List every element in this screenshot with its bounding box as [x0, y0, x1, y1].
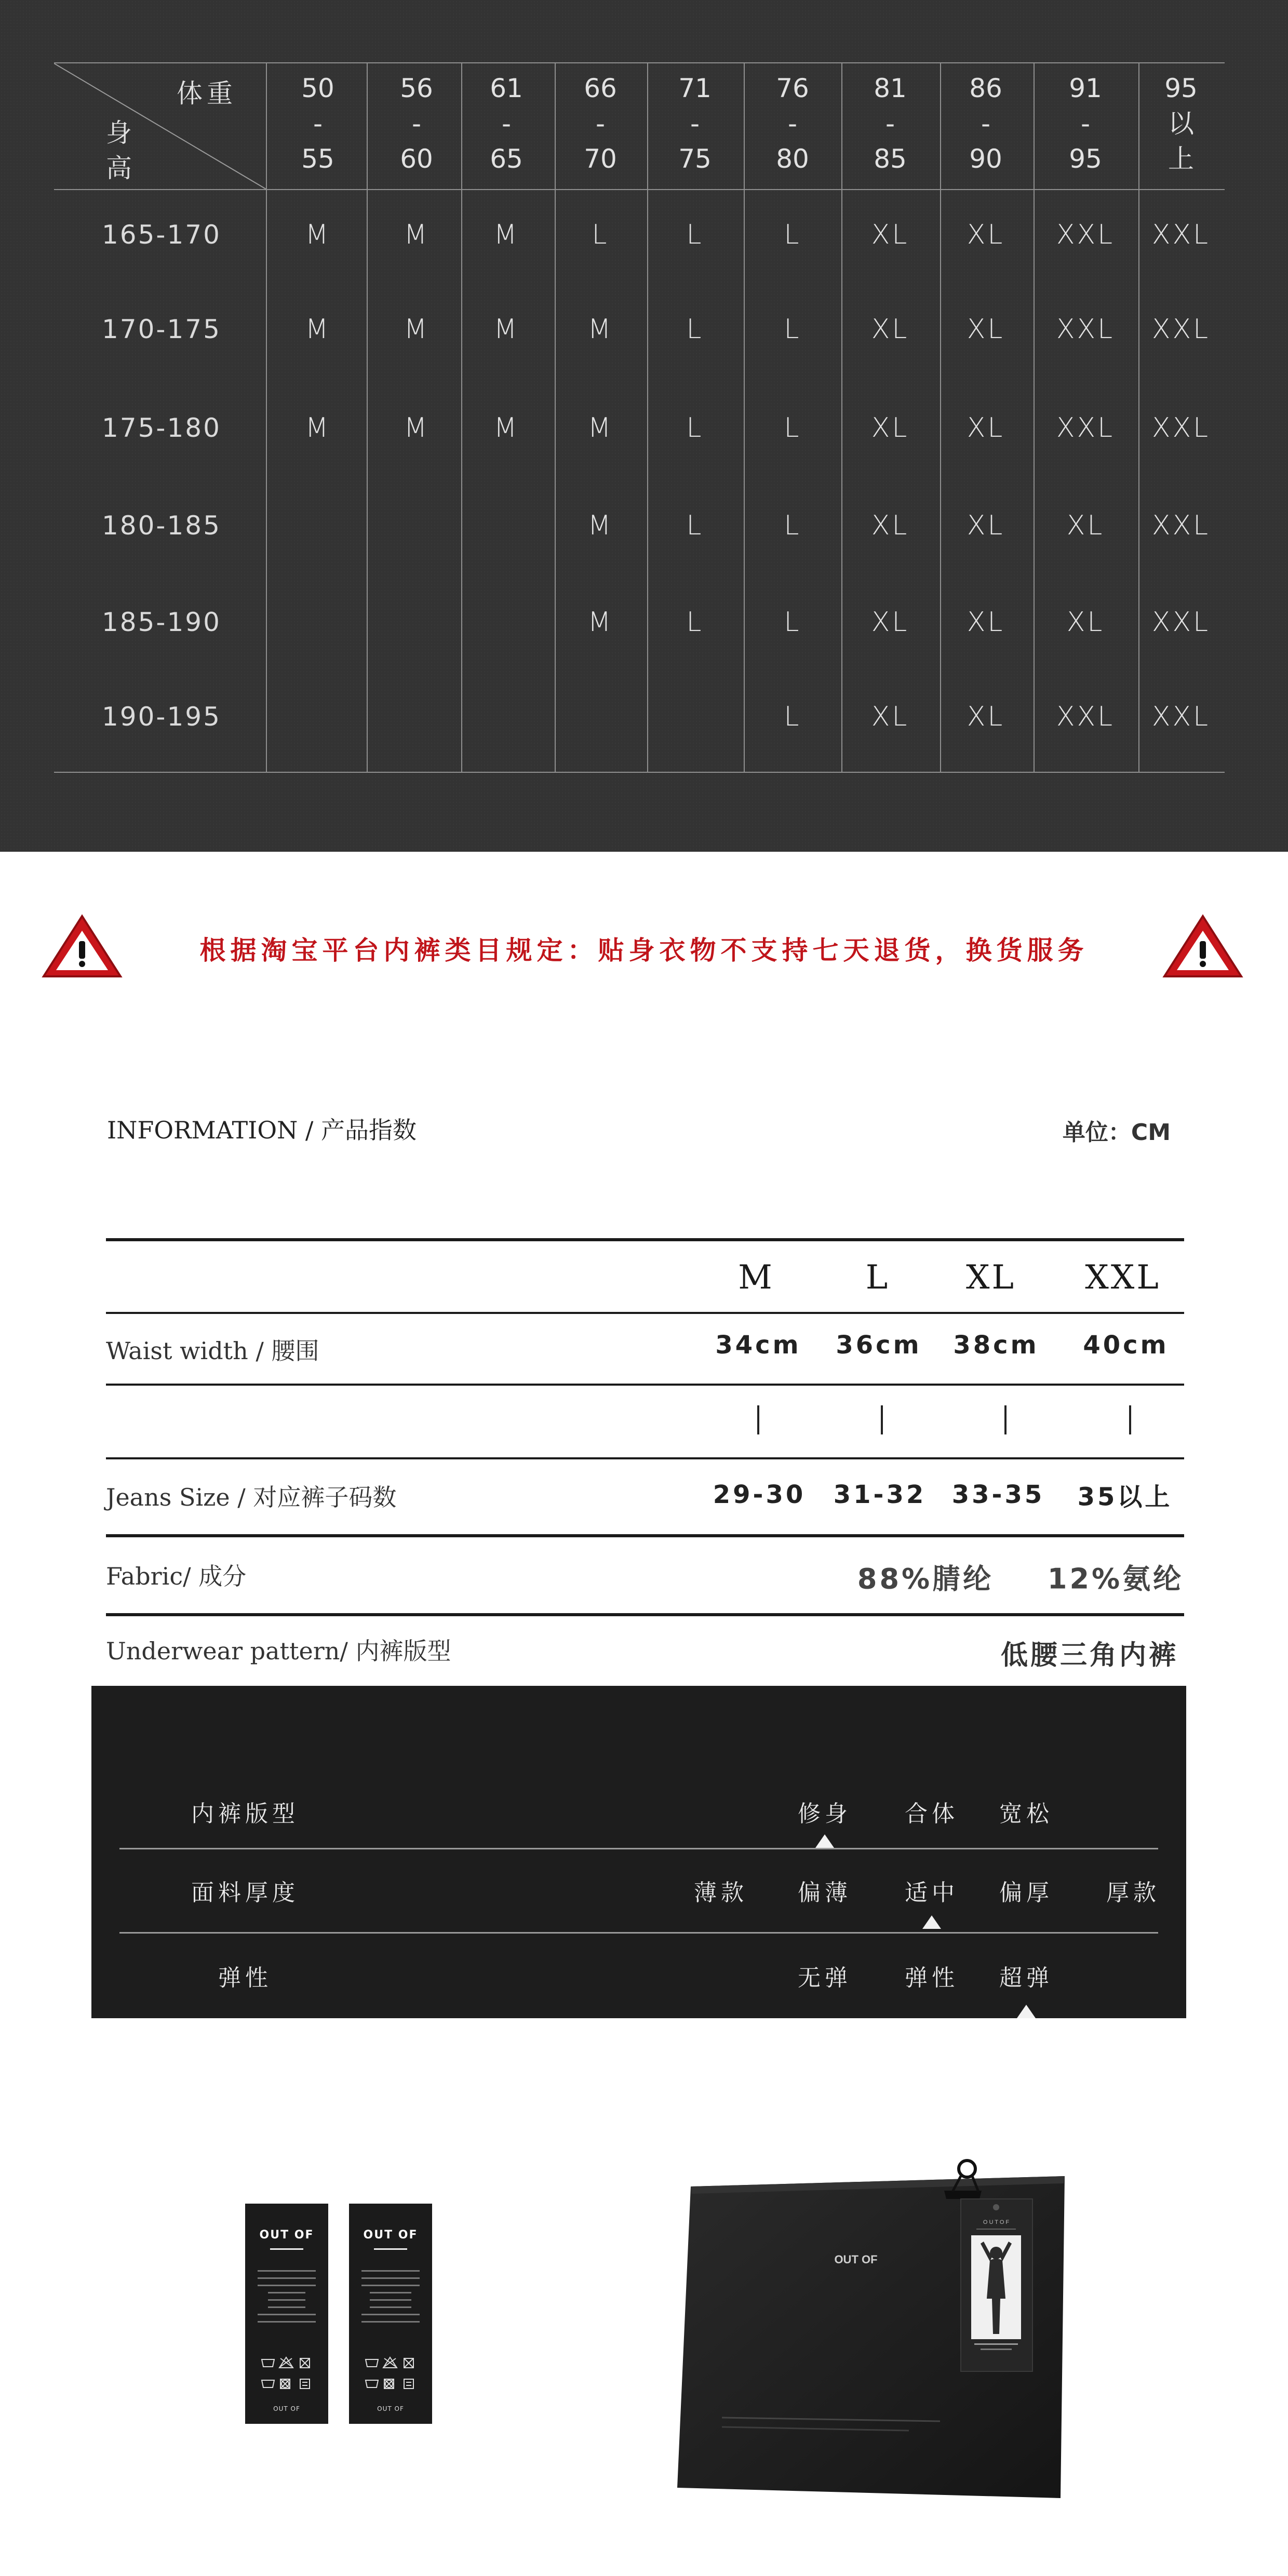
col-divider [461, 63, 462, 773]
size-cell: XXL [1056, 314, 1115, 345]
size-chart [0, 0, 1288, 852]
weight-header-part: - [313, 109, 323, 139]
corner-height-label: 身 高 [106, 118, 132, 183]
care-symbols-icon [363, 2354, 419, 2396]
weight-header-part: 以 [1168, 109, 1194, 139]
weight-header-part: - [787, 109, 798, 139]
waist-value: 34cm [715, 1331, 801, 1360]
feature-panel [91, 1686, 1186, 2018]
fabric-value: 12%氨纶 [1047, 1562, 1184, 1595]
size-cell: L [592, 219, 609, 250]
size-cell: L [784, 412, 801, 444]
tag-text-line [361, 2285, 420, 2286]
tag-text-line [370, 2292, 411, 2293]
size-cell: M [305, 314, 331, 345]
weight-header-part: 65 [490, 144, 523, 174]
feature-option: 薄款 [694, 1880, 748, 1906]
feature-option: 偏厚 [999, 1880, 1053, 1906]
size-cell: L [686, 607, 704, 638]
size-cell: M [587, 510, 613, 541]
weight-header-part: 81 [874, 73, 907, 103]
tag-text-line [268, 2306, 305, 2308]
col-divider [744, 63, 745, 773]
feature-option: 偏薄 [798, 1880, 852, 1906]
weight-header-part: 56 [400, 73, 433, 103]
size-cell: M [404, 219, 430, 250]
size-cell: M [587, 412, 613, 444]
size-cell: XXL [1056, 701, 1115, 732]
size-cell: XL [1066, 607, 1105, 638]
size-cell: XXL [1151, 701, 1211, 732]
tag-text-line [268, 2299, 305, 2301]
tag-text-line [361, 2314, 420, 2315]
weight-header-part: 90 [969, 144, 1002, 174]
height-range-label: 190-195 [102, 702, 221, 732]
size-cell: M [493, 314, 519, 345]
tag-text-line [370, 2299, 411, 2301]
size-cell: XL [967, 701, 1005, 732]
weight-header-part: - [981, 109, 991, 139]
weight-header-part: 76 [776, 73, 809, 103]
product-package [670, 2155, 1070, 2498]
tag-text-line [370, 2306, 411, 2308]
size-cell: XL [871, 314, 909, 345]
weight-header-part: 61 [490, 73, 523, 103]
feature-option: 适中 [905, 1880, 959, 1906]
height-range-label: 180-185 [102, 511, 221, 541]
weight-header-part: 50 [301, 73, 334, 103]
size-cell: M [305, 412, 331, 444]
size-header: L [865, 1258, 890, 1297]
hang-tag-back [349, 2204, 432, 2424]
tag-text-line [361, 2270, 420, 2272]
size-cell: XL [967, 219, 1005, 250]
feature-option: 修身 [798, 1801, 852, 1827]
tag-divider [374, 2248, 407, 2250]
weight-column-header [400, 71, 433, 177]
feature-option: 厚款 [1106, 1880, 1160, 1906]
warning-icon [1161, 912, 1244, 980]
feature-option: 超弹 [999, 1965, 1053, 1991]
size-cell: XL [967, 510, 1005, 541]
jeans-value: 33-35 [951, 1480, 1045, 1509]
size-cell: XXL [1151, 607, 1211, 638]
size-header: XXL [1085, 1258, 1161, 1297]
tag-logo: OUT OF [259, 2229, 314, 2242]
col-divider [555, 63, 556, 773]
height-range-label: 185-190 [102, 607, 221, 637]
selected-marker [815, 1834, 834, 1848]
tag-text-line [258, 2321, 316, 2323]
unit-label: 单位：CM [1062, 1119, 1171, 1146]
weight-header-part: 95 [1069, 144, 1102, 174]
size-cell: XL [871, 219, 909, 250]
weight-header-part: 85 [874, 144, 907, 174]
tag-text-line [268, 2292, 305, 2293]
feature-label: 弹性 [218, 1965, 272, 1991]
size-cell: L [784, 701, 801, 732]
feature-option: 弹性 [905, 1965, 959, 1991]
weight-header-part: 75 [678, 144, 712, 174]
size-cell: XL [871, 510, 909, 541]
card-brand: O U T O F [983, 2219, 1010, 2225]
size-cell: M [404, 314, 430, 345]
rule [106, 1534, 1184, 1537]
weight-column-header [776, 71, 809, 177]
weight-header-part: - [595, 109, 606, 139]
size-cell: XL [871, 607, 909, 638]
feature-label: 内裤版型 [191, 1801, 299, 1827]
size-cell: XL [871, 701, 909, 732]
size-cell: M [404, 412, 430, 444]
size-cell: XL [1066, 510, 1105, 541]
size-cell: L [686, 412, 704, 444]
pattern-label: Underwear pattern/ 内裤版型 [106, 1637, 451, 1665]
feature-label: 面料厚度 [191, 1880, 299, 1906]
weight-column-header [1164, 71, 1198, 177]
size-cell: XXL [1151, 219, 1211, 250]
pattern-value: 低腰三角内裤 [1000, 1640, 1179, 1671]
size-cell: XXL [1056, 412, 1115, 444]
warning-text: 根据淘宝平台内裤类目规定：贴身衣物不支持七天退货，换货服务 [199, 935, 1089, 965]
selected-marker [1017, 2005, 1036, 2018]
waist-value: 40cm [1083, 1331, 1169, 1360]
rule [106, 1312, 1184, 1314]
rule [106, 1238, 1184, 1241]
hang-tag-front [245, 2204, 328, 2424]
weight-header-part: 80 [776, 144, 809, 174]
waist-value: 36cm [836, 1331, 922, 1360]
weight-header-part: - [1080, 109, 1091, 139]
tag-footer: OUT OF [273, 2405, 300, 2412]
jeans-value: 35以上 [1077, 1482, 1173, 1512]
size-cell: XL [967, 607, 1005, 638]
weight-header-part: 上 [1168, 144, 1194, 174]
weight-column-header [1069, 71, 1102, 177]
weight-header-part: 70 [584, 144, 617, 174]
weight-header-part: 71 [678, 73, 712, 103]
col-divider [647, 63, 648, 773]
weight-column-header [301, 71, 334, 177]
feature-divider [119, 1932, 1158, 1934]
size-cell: L [784, 607, 801, 638]
separator-bar [757, 1405, 759, 1434]
fabric-label: Fabric/ 成分 [106, 1562, 247, 1590]
size-cell: L [784, 219, 801, 250]
size-cell: M [587, 607, 613, 638]
weight-header-part: 86 [969, 73, 1002, 103]
size-cell: XXL [1056, 219, 1115, 250]
rule [106, 1613, 1184, 1616]
size-cell: M [493, 219, 519, 250]
tag-divider [270, 2248, 303, 2250]
col-divider [1138, 63, 1139, 773]
rule [106, 1457, 1184, 1459]
tag-text-line [258, 2277, 316, 2279]
feature-option: 无弹 [798, 1965, 852, 1991]
height-range-label: 170-175 [102, 314, 221, 344]
weight-column-header [584, 71, 617, 177]
feature-option: 合体 [905, 1801, 959, 1827]
weight-header-part: - [690, 109, 700, 139]
size-cell: XXL [1151, 412, 1211, 444]
info-title: INFORMATION / 产品指数 [107, 1116, 417, 1144]
size-cell: M [493, 412, 519, 444]
tag-footer: OUT OF [377, 2405, 404, 2412]
weight-header-part: 95 [1164, 73, 1198, 103]
weight-column-header [969, 71, 1002, 177]
fabric-value: 88%腈纶 [857, 1562, 994, 1595]
waist-value: 38cm [953, 1331, 1039, 1360]
weight-header-part: 60 [400, 144, 433, 174]
waist-label: Waist width / 腰围 [106, 1337, 319, 1365]
weight-header-part: - [501, 109, 512, 139]
jeans-value: 31-32 [833, 1480, 927, 1509]
size-cell: M [587, 314, 613, 345]
weight-header-part: 66 [584, 73, 617, 103]
corner-weight-label: 体重 [177, 78, 237, 109]
weight-column-header [490, 71, 523, 177]
size-cell: XXL [1151, 314, 1211, 345]
tag-text-line [361, 2277, 420, 2279]
weight-header-part: 91 [1069, 73, 1102, 103]
height-range-label: 175-180 [102, 413, 221, 443]
tag-text-line [258, 2285, 316, 2286]
weight-header-part: - [885, 109, 895, 139]
col-divider [841, 63, 842, 773]
selected-marker [922, 1915, 941, 1929]
separator-bar [1129, 1405, 1131, 1434]
size-cell: XL [967, 314, 1005, 345]
col-divider [1034, 63, 1035, 773]
height-range-label: 165-170 [102, 220, 221, 250]
size-cell: L [686, 219, 704, 250]
separator-bar [881, 1405, 883, 1434]
weight-header-part: - [411, 109, 422, 139]
size-cell: XL [967, 412, 1005, 444]
package-logo: OUT OF [834, 2253, 878, 2266]
size-cell: XL [871, 412, 909, 444]
tag-text-line [258, 2270, 316, 2272]
warning-icon [41, 912, 124, 980]
feature-option: 宽松 [999, 1801, 1053, 1827]
weight-column-header [874, 71, 907, 177]
size-header: M [738, 1258, 774, 1297]
size-cell: L [784, 510, 801, 541]
jeans-label: Jeans Size / 对应裤子码数 [106, 1483, 397, 1511]
weight-header-part: 55 [301, 144, 334, 174]
rule [106, 1384, 1184, 1386]
table-bottom-border [54, 772, 1225, 773]
feature-divider [119, 1848, 1158, 1849]
size-cell: XXL [1151, 510, 1211, 541]
size-header: XL [965, 1258, 1016, 1297]
size-cell: L [784, 314, 801, 345]
tag-text-line [258, 2314, 316, 2315]
tag-text-line [361, 2321, 420, 2323]
col-divider [367, 63, 368, 773]
tag-logo: OUT OF [363, 2229, 418, 2242]
size-cell: L [686, 314, 704, 345]
col-divider [940, 63, 941, 773]
care-symbols-icon [259, 2354, 315, 2396]
size-cell: M [305, 219, 331, 250]
size-cell: L [686, 510, 704, 541]
jeans-value: 29-30 [713, 1480, 806, 1509]
separator-bar [1004, 1405, 1007, 1434]
weight-column-header [678, 71, 712, 177]
